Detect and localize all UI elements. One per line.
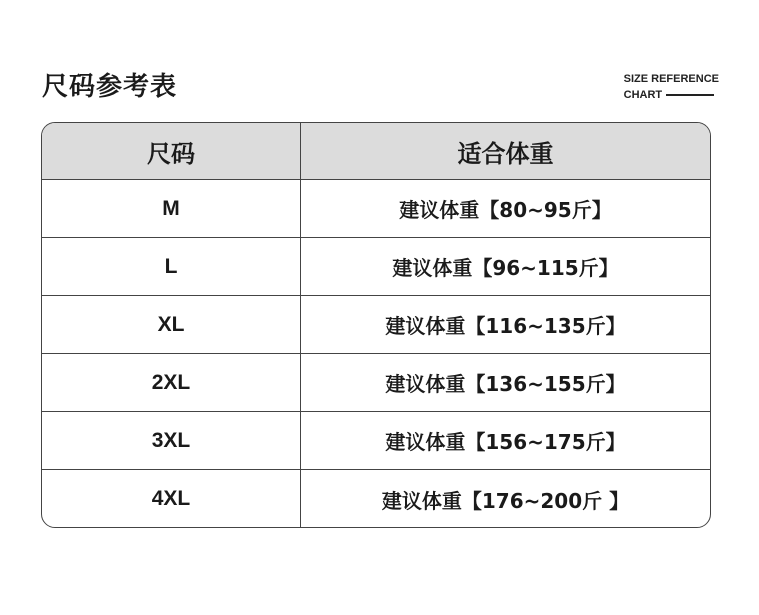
- weight-cell: 建议体重【116~135斤】: [385, 314, 626, 338]
- size-cell: L: [42, 238, 301, 295]
- size-reference-line1: SIZE REFERENCE: [623, 73, 719, 85]
- size-cell: 4XL: [42, 470, 301, 528]
- table-body: [42, 180, 710, 528]
- decorative-rule: [666, 94, 714, 96]
- table-row: [42, 296, 710, 354]
- size-cell: XL: [42, 296, 301, 353]
- weight-cell: 建议体重【80~95斤】: [399, 198, 612, 222]
- weight-cell: 建议体重【96~115斤】: [392, 256, 619, 280]
- header-size: 尺码: [42, 123, 301, 179]
- table-row: [42, 180, 710, 238]
- weight-cell: 建议体重【156~175斤】: [385, 430, 626, 454]
- weight-cell: 建议体重【176~200斤 】: [381, 488, 630, 513]
- table-row: [42, 354, 710, 412]
- table-row: [42, 470, 710, 528]
- size-reference-line2: CHART: [623, 89, 663, 101]
- page-title: 尺码参考表: [42, 72, 178, 102]
- table-row: [42, 412, 710, 470]
- table-header: [42, 123, 710, 180]
- size-cell: 2XL: [42, 354, 301, 411]
- size-reference-label: [624, 71, 719, 103]
- size-cell: 3XL: [42, 412, 301, 469]
- size-chart-table: [41, 122, 711, 528]
- size-cell: M: [42, 180, 301, 237]
- weight-cell: 建议体重【136~155斤】: [385, 372, 626, 396]
- table-row: [42, 238, 710, 296]
- header-weight: 适合体重: [457, 139, 554, 168]
